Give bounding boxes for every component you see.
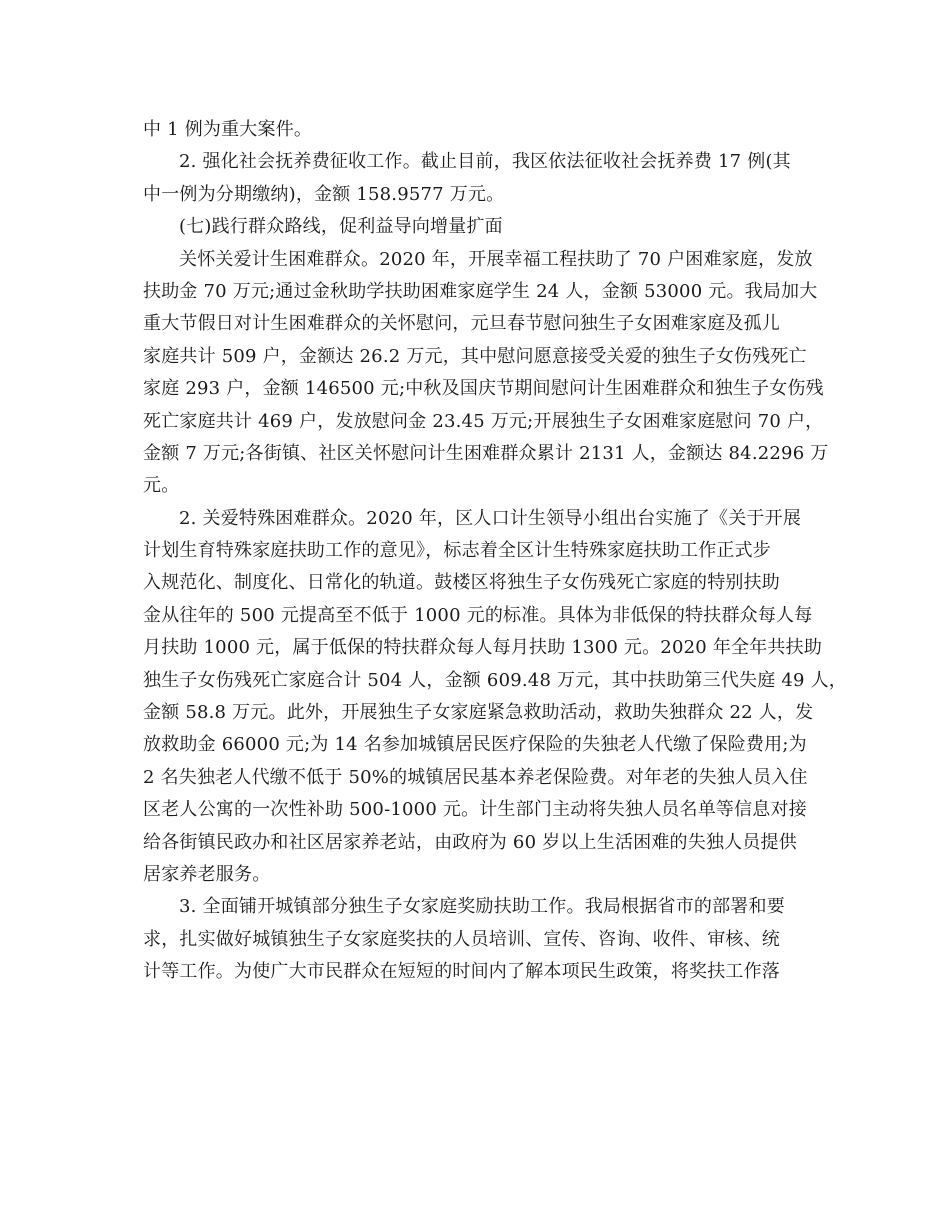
text-line: 元。 <box>143 475 180 497</box>
text-line: 入规范化、制度化、日常化的轨道。鼓楼区将独生子女伤残死亡家庭的特别扶助 <box>143 572 780 594</box>
section-heading: (七)践行群众路线，促利益导向增量扩面 <box>179 216 503 238</box>
text-line: 金额 7 万元;各街镇、社区关怀慰问计生困难群众累计 2131 人，金额达 84.2296 万 <box>143 442 829 464</box>
text-line: 居家养老服务。 <box>143 863 271 885</box>
text-line: 死亡家庭共计 469 户，发放慰问金 23.45 万元;开展独生子女困难家庭慰问 70 户， <box>143 410 824 432</box>
text-line: 计划生育特殊家庭扶助工作的意见》，标志着全区计生特殊家庭扶助工作正式步 <box>143 540 771 562</box>
text-line: 中 1 例为重大案件。 <box>143 119 313 140</box>
text-line: 重大节假日对计生困难群众的关怀慰问，元旦春节慰问独生子女困难家庭及孤儿 <box>143 313 780 335</box>
text-line: 独生子女伤残死亡家庭合计 504 人，金额 609.48 万元，其中扶助第三代失庭 49 人， <box>143 669 847 691</box>
text-line: 2 名失独老人代缴不低于 50%的城镇居民基本养老保险费。对年老的失独人员入住 <box>143 766 808 788</box>
paragraph-start-line: 3. 全面铺开城镇部分独生子女家庭奖励扶助工作。我局根据省市的部署和要 <box>179 896 785 918</box>
text-line: 家庭共计 509 户，金额达 26.2 万元，其中慰问愿意接受关爱的独生子女伤残死亡 <box>143 345 807 367</box>
paragraph-start-line: 2. 关爱特殊困难群众。2020 年，区人口计生领导小组出台实施了《关于开展 <box>179 507 802 529</box>
paragraph-start-line: 关怀关爱计生困难群众。2020 年，开展幸福工程扶助了 70 户困难家庭，发放 <box>179 248 813 270</box>
text-line: 计等工作。为使广大市民群众在短短的时间内了解本项民生政策，将奖扶工作落 <box>143 961 780 983</box>
paragraph-start-line: 2. 强化社会抚养费征收工作。截止目前，我区依法征收社会抚养费 17 例(其 <box>179 151 791 173</box>
text-line: 区老人公寓的一次性补助 500-1000 元。计生部门主动将失独人员名单等信息对接 <box>143 799 807 821</box>
text-line: 放救助金 66000 元;为 14 名参加城镇居民医疗保险的失独老人代缴了保险费用;为 <box>143 734 807 756</box>
text-line: 月扶助 1000 元，属于低保的特扶群众每人每月扶助 1300 元。2020 年全年共扶助 <box>143 637 823 659</box>
text-line: 金从往年的 500 元提高至不低于 1000 元的标准。具体为非低保的特扶群众每人每 <box>143 604 813 626</box>
document-body <box>143 114 847 989</box>
text-line: 扶助金 70 万元;通过金秋助学扶助困难家庭学生 24 人，金额 53000 元。我局加大 <box>143 280 818 302</box>
text-line: 金额 58.8 万元。此外，开展独生子女家庭紧急救助活动，救助失独群众 22 人，发 <box>143 702 814 724</box>
text-line: 中一例为分期缴纳)，金额 158.9577 万元。 <box>143 183 505 205</box>
text-line: 求，扎实做好城镇独生子女家庭奖扶的人员培训、宣传、咨询、收件、审核、统 <box>143 928 780 950</box>
text-line: 家庭 293 户，金额 146500 元;中秋及国庆节期间慰问计生困难群众和独生子女伤残 <box>143 378 824 400</box>
text-line: 给各街镇民政办和社区居家养老站，由政府为 60 岁以上生活困难的失独人员提供 <box>143 831 797 853</box>
